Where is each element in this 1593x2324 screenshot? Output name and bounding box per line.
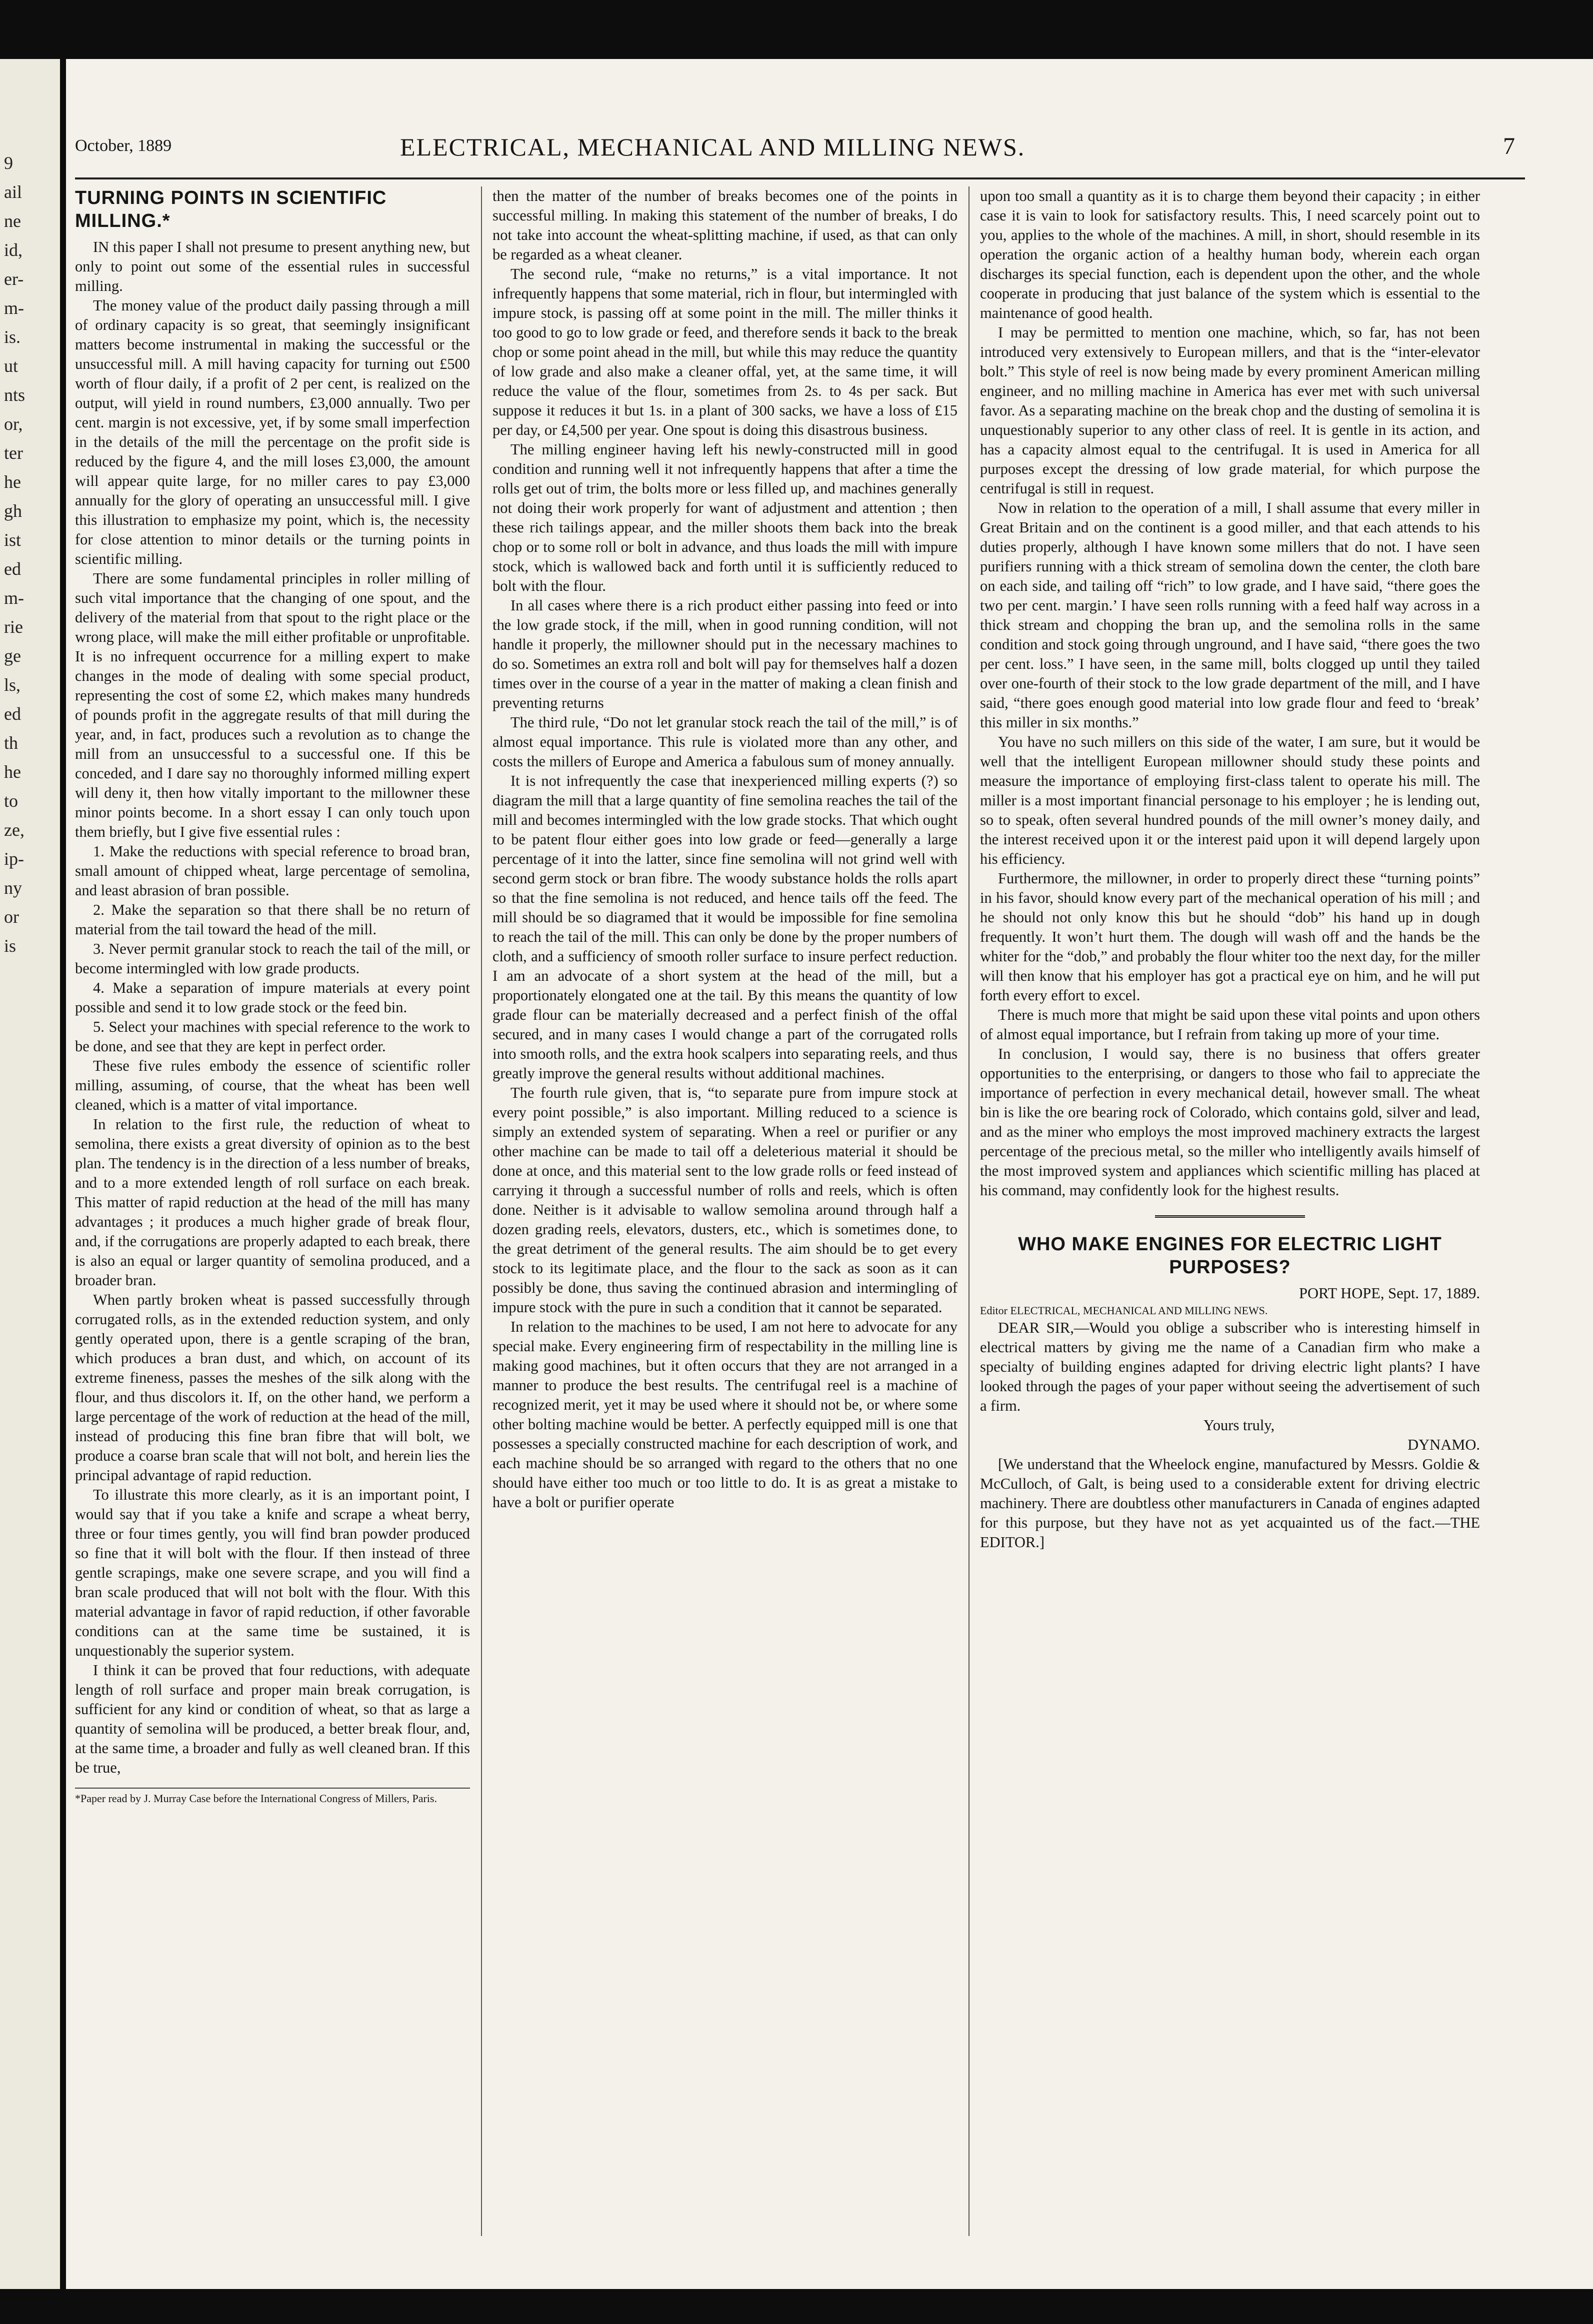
letter-addressee: Editor ELECTRICAL, MECHANICAL AND MILLING NEWS. xyxy=(980,1304,1268,1317)
margin-fragment: ip- xyxy=(4,849,24,869)
paragraph: The second rule, “make no returns,” is a vital importance. It not infrequently happens that some material, rich in flour, but intermingled with impure stock, is passing off at some point in the mill. The miller thinks it too good to go to low grade or feed, and therefore sends it back to the break chop or some point ahead in the mill, but while this may reduce the quantity of low grade and also make a cleaner offal, yet, at the same time, it will reduce the value of the flour, sometimes from 2s. to 4s per sack. But suppose it reduces it but 1s. in a plant of 300 sacks, we have a loss of £15 per day, or £4,500 per year. One spout is doing this disastrous business. xyxy=(492,265,958,438)
issue-date: October, 1889 xyxy=(75,136,172,155)
page-header xyxy=(75,127,1525,167)
rule-item: 4. Make a separation of impure materials at every point possible and send it to low grade stock or the feed bin. xyxy=(75,979,470,1016)
margin-fragment: is xyxy=(4,936,16,956)
masthead-title: ELECTRICAL, MECHANICAL AND MILLING NEWS. xyxy=(400,133,1026,161)
paragraph: These five rules embody the essence of scientific roller milling, assuming, of course, that the wheat has been well cleaned, which is a matter of vital importance. xyxy=(75,1057,470,1113)
paragraph: You have no such millers on this side of the water, I am sure, but it would be well that the intelligent European millowner should study these points and measure the importance of employing first-class talent to operate his mill. The miller is a most important financial personage to his employer ; he is lending out, so to speak, often several hundred pounds of the mill owner’s money daily, and the interest received upon it or the interest paid upon it will depend largely upon his efficiency. xyxy=(980,733,1480,867)
margin-fragment: th xyxy=(4,733,18,753)
paragraph: I may be permitted to mention one machine, which, so far, has not been introduced very extensively to European millers, and that is the “inter-elevator bolt.” This style of reel is now being made by every prominent American milling engineer, and no milling machine in America has ever met with such universal favor. As a separating machine on the break chop and the dusting of semolina it is unquestionably superior to any other class of reel. It is gentle in its action, and has a capacity almost equal to the centrifugal. It is used in America for all purposes except the dressing of low grade material, for which purpose the centrifugal is still in request. xyxy=(980,324,1480,497)
paragraph: Now in relation to the operation of a mill, I shall assume that every miller in Great Britain and on the continent is a good miller, and that each attends to his duties properly, although I have known some millers that do not. I have seen purifiers running with a thick stream of semolina down the center, the cloth bare on each side, and tailing off “rich” to low grade, and I have said, “there goes the two per cent. margin.’ I have seen rolls running with a feed half way across in a thick stream and chopping the bran up, and the semolina rolls in the same condition and stock going through unground, and I have said, “there goes the two per cent. loss.” I have seen, in the same mill, bolts clogged up until they tailed over one-fourth of their stock to the low grade department of the mill, and I have said, “there goes enough good material into low grade flour and feed to ‘break’ this miller in six months.” xyxy=(980,499,1480,731)
margin-fragment: ut xyxy=(4,356,18,376)
paragraph: I think it can be proved that four reductions, with adequate length of roll surface and proper main break corrugation, is sufficient for any kind or condition of wheat, so that as large a quantity of semolina will be produced, a better break flour, and, at the same time, a broader and fully as well cleaned bran. If this be true, xyxy=(75,1662,470,1776)
margin-fragment: is. xyxy=(4,327,21,347)
paragraph: It is not infrequently the case that inexperienced milling experts (?) so diagram the mill that a large quantity of fine semolina reaches the tail of the mill and becomes intermingled with the low grade stocks. That which ought to be patent flour either goes into low grade or feed—generally a large percentage of it into the latter, since fine semolina will not grind well with second germ stock or bran fibre. The woody substance holds the rolls apart so that the fine semolina is not reduced, and hence tails off the feed. The mill should be so diagramed that it would be impossible for fine semolina to reach the tail of the mill. This can only be done by the proper numbers of cloth, and a sufficiency of smooth roller surface to insure perfect reduction. I am an advocate of a short system at the head of the mill, but a proportionately elongated one at the tail. By this means the quantity of low grade flour can be materially decreased and a perfect finish of the offal secured, and in many cases I would change a part of the corrugated rolls into smooth rolls, and the extra hook scalpers into separating reels, and thus greatly improve the general results without additional machines. xyxy=(492,772,958,1082)
margin-fragment: m- xyxy=(4,588,24,608)
column-3 xyxy=(980,186,1480,2246)
margin-fragment: gh xyxy=(4,501,22,521)
letter-closing: Yours truly, xyxy=(1203,1417,1275,1434)
margin-fragment: ls, xyxy=(4,675,21,695)
column-1 xyxy=(75,186,470,2246)
paragraph: There are some fundamental principles in roller milling of such vital importance that the changing of one spout, and the delivery of the material from that spout to the right place or the wrong place, will make the mill either profitable or unprofitable. It is no infrequent occurrence for a milling expert to make changes in the mode of dealing with some special product, representing the cost of some £2, which makes many hundreds of pounds profit in the aggregate results of that mill during the year, and, in fact, produces such a revolution as to change the mill from an unsuccessful to a successful one. If this be conceded, and I dare say no thoroughly informed milling expert will deny it, then how vitally important to the millowner these minor points become. In a short essay I can only touch upon them briefly, but I give five essential rules : xyxy=(75,570,470,840)
paragraph: The fourth rule given, that is, “to separate pure from impure stock at every point possible,” is also important. Milling reduced to a science is simply an extended system of separating. When a reel or purifier or any other machine can be made to tail off a deleterious material it should be done at once, and this material sent to the low grade rolls or feed instead of carrying it through a successful number of rolls and reels, which is often done. Neither is it advisable to wallow semolina around through half a dozen grading reels, elevators, dusters, etc., which is sometimes done, to the great detriment of the general results. The aim should be to get every stock to its legitimate place, and the flour to the sack as soon as it can possibly be done, thus saving the continued abrasion and intermingling of impure stock with the pure in such a condition that it cannot be separated. xyxy=(492,1084,958,1316)
margin-fragment: ter xyxy=(4,443,23,463)
margin-fragment: or xyxy=(4,907,19,927)
adjacent-page-margin xyxy=(0,59,60,2294)
margin-fragment: ed xyxy=(4,559,21,579)
margin-fragment: ail xyxy=(4,182,22,202)
column-2 xyxy=(492,186,958,2246)
margin-fragment: id, xyxy=(4,240,23,260)
margin-fragment: to xyxy=(4,791,18,811)
paragraph: In relation to the first rule, the reduction of wheat to semolina, there exists a great diversity of opinion as to the best plan. The tendency is in the direction of a less number of breaks, and to a more extended length of roll surface on each break. This matter of rapid reduction at the head of the mill has many advantages ; it produces a much higher grade of break flour, and, if the corrugations are properly adapted to each break, there is also an equal or larger quantity of semolina produced, and a broader bran. xyxy=(75,1116,470,1289)
paragraph: then the matter of the number of breaks becomes one of the points in successful milling. In making this statement of the number of breaks, I do not take into account the wheat-splitting machine, if used, as that can only be regarded as a wheat cleaner. xyxy=(492,187,958,263)
header-rule xyxy=(75,177,1525,179)
margin-fragment: 9 xyxy=(4,153,13,173)
rule-item: 3. Never permit granular stock to reach the tail of the mill, or become intermingled with low grade products. xyxy=(75,940,470,977)
letter-dateline: PORT HOPE, Sept. 17, 1889. xyxy=(1299,1285,1480,1302)
margin-fragment: ny xyxy=(4,878,22,898)
footnote: *Paper read by J. Murray Case before the International Congress of Millers, Paris. xyxy=(75,1788,470,1806)
scan-top-border xyxy=(0,0,1593,59)
margin-fragment: ge xyxy=(4,646,21,666)
margin-fragment: nts xyxy=(4,385,26,405)
column-divider xyxy=(481,186,482,2236)
page-number: 7 xyxy=(1503,133,1515,159)
paragraph: In conclusion, I would say, there is no business that offers greater opportunities to the enterprising, or dangers to those who fail to appreciate the importance of perfection in every mechanical detail, however small. The wheat bin is like the ore bearing rock of Colorado, which contains gold, silver and lead, and as the miner who employs the most improved machinery extracts the largest percentage of the precious metal, so the miller who intelligently avails himself of the most improved system and appliances which scientific milling has placed at his command, may confidently look for the highest results. xyxy=(980,1045,1480,1199)
paragraph: Furthermore, the millowner, in order to properly direct these “turning points” in his favor, should know every part of the mechanical operation of his mill ; and he should not only know this but he should “dob” his hand up in dough frequently. It won’t hurt them. The dough will wash off and the hands be the whiter for the “dob,” and probably the flour whiter too the next day, for the miller will then know that his employer has got a practical eye on him, and he will put forth every effort to excel. xyxy=(980,870,1480,1004)
margin-fragment: or, xyxy=(4,414,23,434)
letter-body: DEAR SIR,—Would you oblige a subscriber who is interesting himself in electrical matters by giving me the name of a Canadian firm who make a specialty of building engines adapted for driving electric light plants? I have looked through the pages of your paper without seeing the advertisement of such a firm. xyxy=(980,1319,1480,1414)
newspaper-page xyxy=(75,127,1525,2257)
paragraph: In relation to the machines to be used, I am not here to advocate for any special make. Every engineering firm of respectability in the milling line is making good machines, but it often occurs that they are not arranged in a manner to produce the best results. The centrifugal reel is a machine of recognized merit, yet it may be used where it should not be, or where some other bolting machine would be better. A perfectly equipped mill is one that possesses a specially constructed machine for each description of work, and each machine should be so arranged with regard to the others that no one should have either too much or too little to do. It is as great a mistake to have a bolt or purifier operate xyxy=(492,1318,958,1511)
margin-fragment: ed xyxy=(4,704,21,724)
margin-fragment: m- xyxy=(4,298,24,318)
rule-item: 1. Make the reductions with special reference to broad bran, small amount of chipped wheat, large percentage of semolina, and least abrasion of bran possible. xyxy=(75,843,470,899)
margin-fragment: he xyxy=(4,762,21,782)
rule-item: 2. Make the separation so that there shall be no return of material from the tail toward the head of the mill. xyxy=(75,901,470,938)
margin-fragment: ne xyxy=(4,211,21,231)
section-rule xyxy=(1155,1215,1305,1218)
paragraph: upon too small a quantity as it is to charge them beyond their capacity ; in either case it is vain to look for satisfactory results. This, I need scarcely point out to you, applies to the whole of the machines. A mill, in short, should resemble in its operation the organic action of a healthy human body, wherein each organ discharges its special function, each is dependent upon the other, and the whole cooperate in producing that just balance of the system which is essential to the maintenance of good health. xyxy=(980,187,1480,321)
column-divider xyxy=(968,186,970,2236)
margin-fragment: er- xyxy=(4,269,24,289)
paragraph: To illustrate this more clearly, as it is an important point, I would say that if you take a knife and scrape a wheat berry, three or four times gently, you will find bran powder produced so fine that it will bolt with the flour. If then instead of three gentle scrapings, make one severe scrape, and you will find a bran scale produced that will not bolt with the flour. With this material advantage in favor of rapid reduction, if other favorable conditions can at the same time be sustained, it is unquestionably the superior system. xyxy=(75,1486,470,1659)
margin-fragment: ist xyxy=(4,530,22,550)
letter-title: WHO MAKE ENGINES FOR ELECTRIC LIGHT PURPOSES? xyxy=(1018,1234,1442,1278)
paragraph: In all cases where there is a rich product either passing into feed or into the low grade stock, if the mill, when in good running condition, will not handle it properly, the millowner should put in the necessary machines to do so. Sometimes an extra roll and bolt will pay for themselves half a dozen times over in the course of a year in the matter of making a clean finish and preventing returns xyxy=(492,597,958,711)
paragraph: The third rule, “Do not let granular stock reach the tail of the mill,” is of almost equal importance. This rule is violated more than any other, and costs the millers of Europe and America a fabulous sum of money annually. xyxy=(492,714,958,770)
editor-note: [We understand that the Wheelock engine, manufactured by Messrs. Goldie & McCulloch, of Galt, is being used to a considerable extent for driving electric machinery. There are doubtless other manufacturers in Canada of engines adapted for this purpose, but they have not as yet acquainted us of the fact.—THE EDITOR.] xyxy=(980,1456,1480,1551)
rule-item: 5. Select your machines with special reference to the work to be done, and see that they are kept in perfect order. xyxy=(75,1018,470,1055)
paragraph: IN this paper I shall not presume to present anything new, but only to point out some of the essential rules in successful milling. xyxy=(75,238,470,294)
article-title: TURNING POINTS IN SCIENTIFIC MILLING.* xyxy=(75,187,387,231)
margin-fragment: rie xyxy=(4,617,23,637)
paragraph: The milling engineer having left his newly-constructed mill in good condition and running well it not infrequently happens that after a time the rolls get out of trim, the bolts more or less filled up, and machines generally not doing their work properly for want of adjustment and attention ; then these rich tailings appear, and the miller shoots them back into the break chop or to some roll or bolt in advance, and thus loads the mill with impure stock, which is wallowed back and forth until it is sufficiently reduced to bolt with the flour. xyxy=(492,441,958,594)
paragraph: There is much more that might be said upon these vital points and upon others of almost equal importance, but I refrain from taking up more of your time. xyxy=(980,1006,1480,1043)
scan-bottom-border xyxy=(0,2289,1593,2324)
paragraph: When partly broken wheat is passed successfully through corrugated rolls, as in the extended reduction system, and only gently operated upon, there is a gentle scraping of the bran, which produces a bran dust, and which, on account of its extreme fineness, passes the meshes of the silk along with the flour, and thus discolors it. If, on the other hand, we perform a large percentage of the work of reduction at the head of the mill, instead of producing this fine bran fibre that will bolt, we produce a coarse bran scale that will not bolt, and herein lies the principal advantage of rapid reduction. xyxy=(75,1291,470,1484)
margin-fragment: he xyxy=(4,472,21,492)
letter-signature: DYNAMO. xyxy=(1408,1436,1480,1453)
margin-fragment: ze, xyxy=(4,820,24,840)
paragraph: The money value of the product daily passing through a mill of ordinary capacity is so great, that seemingly insignificant matters become instrumental in making the successful or the unsuccessful mill. A mill having capacity for turning out £500 worth of flour daily, if a profit of 2 per cent, is realized on the output, will yield in round numbers, £3,000 annually. Two per cent. margin is not excessive, yet, if by some small imperfection in the details of the mill the percentage on the profit side is reduced by the figure 4, and the mill loses £3,000, the amount will appear quite large, for no miller cares to pay £3,000 annually for the glory of operating an unsuccessful mill. I give this illustration to emphasize my point, which is, the necessity for close attention to minor details or the turning points in scientific milling. xyxy=(75,297,470,567)
